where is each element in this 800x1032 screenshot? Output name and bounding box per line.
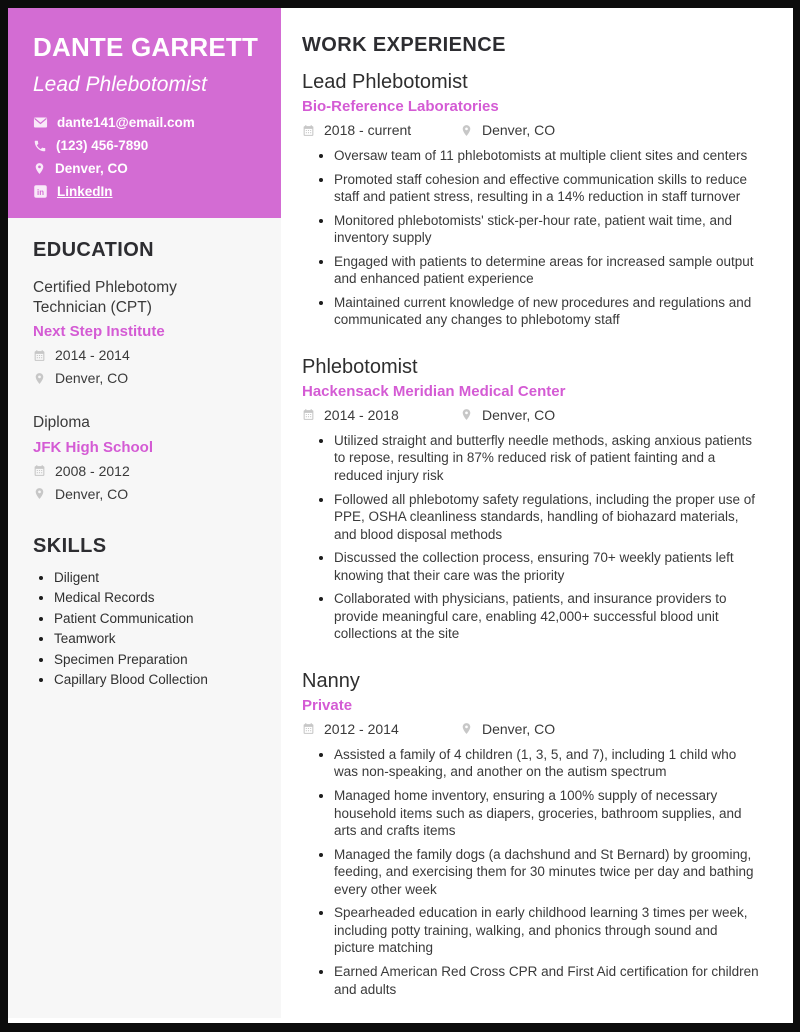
job-bullet: • Earned American Red Cross CPR and First Aid certification for children and adults bbox=[334, 963, 760, 998]
location-icon bbox=[33, 371, 46, 386]
education-location-row bbox=[33, 486, 261, 502]
education-heading: EDUCATION bbox=[33, 239, 155, 262]
job-bullet: • Spearheaded education in early childhood learning 3 times per week, including potty training, walking, and phonics through sound and picture matching bbox=[334, 904, 760, 957]
job-bullet: • Monitored phlebotomists' stick-per-hour rate, patient wait time, and inventory supply bbox=[334, 212, 760, 247]
skills-section bbox=[33, 535, 261, 688]
job-dates: 2018 - current bbox=[324, 122, 412, 138]
jobs-list bbox=[302, 70, 760, 998]
skill-item: • Specimen Preparation bbox=[54, 652, 261, 667]
job-entry bbox=[302, 70, 760, 329]
calendar-icon bbox=[302, 408, 315, 421]
contact-text: dante141@email.com bbox=[57, 115, 195, 131]
main-column bbox=[281, 8, 793, 1023]
candidate-name: DANTE GARRETT bbox=[33, 32, 259, 62]
calendar-icon bbox=[302, 124, 315, 137]
job-dates-group bbox=[302, 721, 460, 737]
job-bullet: • Maintained current knowledge of new procedures and regulations and communicated any changes to phlebotomy staff bbox=[334, 294, 760, 329]
job-title: Lead Phlebotomist bbox=[302, 71, 468, 93]
education-location: Denver, CO bbox=[55, 370, 129, 387]
job-dates: 2012 - 2014 bbox=[324, 720, 399, 737]
contact-row bbox=[33, 138, 263, 153]
skills-list bbox=[33, 570, 261, 688]
job-dates-group bbox=[302, 122, 460, 138]
job-title: Phlebotomist bbox=[302, 355, 418, 378]
job-location-group bbox=[460, 721, 555, 737]
skill-item: • Teamwork bbox=[54, 631, 261, 646]
location-icon bbox=[460, 123, 473, 138]
work-experience-heading: WORK EXPERIENCE bbox=[302, 34, 506, 56]
svg-text:in: in bbox=[37, 188, 44, 198]
location-icon bbox=[33, 161, 46, 176]
skills-heading: SKILLS bbox=[33, 534, 107, 557]
calendar-icon bbox=[33, 464, 46, 477]
job-location: Denver, CO bbox=[482, 720, 556, 737]
job-bullets bbox=[302, 147, 760, 329]
education-entry bbox=[33, 278, 261, 386]
job-entry bbox=[302, 669, 760, 998]
linkedin-link[interactable]: LinkedIn bbox=[57, 184, 113, 200]
degree-name: Certified Phlebotomy Technician (CPT) bbox=[33, 279, 177, 316]
job-location: Denver, CO bbox=[482, 122, 556, 138]
education-dates-row bbox=[33, 347, 261, 363]
job-meta-row bbox=[302, 407, 760, 423]
skill-item: • Patient Communication bbox=[54, 611, 261, 626]
company-name: Private bbox=[302, 696, 353, 714]
job-location: Denver, CO bbox=[482, 406, 556, 423]
linkedin-icon bbox=[33, 184, 48, 199]
contact-row bbox=[33, 184, 263, 199]
job-bullet: • Managed the family dogs (a dachshund and St Bernard) by grooming, feeding, and exercising them for 30 minutes twice per day and bathing every other week bbox=[334, 846, 760, 899]
job-dates-group bbox=[302, 407, 460, 423]
contact-row bbox=[33, 161, 263, 176]
education-location: Denver, CO bbox=[55, 485, 129, 502]
location-icon bbox=[460, 407, 473, 422]
job-bullet: • Oversaw team of 11 phlebotomists at multiple client sites and centers bbox=[334, 147, 760, 165]
job-title: Nanny bbox=[302, 669, 360, 692]
phone-icon bbox=[33, 139, 47, 153]
location-icon bbox=[33, 161, 46, 176]
calendar-icon bbox=[33, 349, 46, 362]
company-name: Bio-Reference Laboratories bbox=[302, 98, 499, 115]
location-icon bbox=[460, 721, 473, 736]
job-bullet: • Discussed the collection process, ensuring 70+ weekly patients left knowing that their care was the priority bbox=[334, 549, 760, 584]
location-icon bbox=[460, 721, 473, 736]
job-bullet: • Followed all phlebotomy safety regulations, including the proper use of PPE, OSHA cleanliness standards, handling of biohazard materials, and blood disposal methods bbox=[334, 491, 760, 544]
sidebar-body bbox=[8, 218, 281, 1018]
education-dates: 2014 - 2014 bbox=[55, 347, 130, 364]
location-icon bbox=[460, 123, 473, 138]
calendar-icon bbox=[302, 408, 315, 421]
degree-name: Diploma bbox=[33, 414, 90, 432]
calendar-icon bbox=[302, 124, 315, 137]
phone-icon bbox=[33, 139, 47, 153]
sidebar bbox=[8, 8, 281, 1023]
education-entries bbox=[33, 278, 261, 501]
job-bullet: • Promoted staff cohesion and effective communication skills to reduce staff and patient stress, resulting in a 14% reduction in staff turnover bbox=[334, 171, 760, 206]
email-icon bbox=[33, 115, 48, 130]
location-icon bbox=[460, 407, 473, 422]
contact-text: (123) 456-7890 bbox=[56, 138, 149, 154]
linkedin-icon bbox=[33, 184, 48, 199]
skill-item: • Diligent bbox=[54, 570, 261, 585]
education-location-row bbox=[33, 370, 261, 386]
calendar-icon bbox=[33, 349, 46, 362]
job-bullet: • Utilized straight and butterfly needle methods, asking anxious patients to repose, resulting in 87% reduced risk of patient fainting and a reduced injury risk bbox=[334, 432, 760, 485]
contact-list bbox=[33, 115, 263, 199]
contact-text: Denver, CO bbox=[55, 161, 128, 177]
calendar-icon bbox=[302, 722, 315, 735]
education-section bbox=[33, 239, 261, 501]
company-name: Hackensack Meridian Medical Center bbox=[302, 382, 566, 400]
job-bullet: • Managed home inventory, ensuring a 100% supply of necessary household items such as diapers, groceries, bathroom supplies, and arts and crafts items bbox=[334, 787, 760, 840]
job-location-group bbox=[460, 407, 555, 423]
location-icon bbox=[33, 371, 46, 386]
skill-item: • Capillary Blood Collection bbox=[54, 672, 261, 687]
profile-header bbox=[8, 8, 281, 218]
job-bullet: • Assisted a family of 4 children (1, 3, 5, and 7), including 1 child who was non-speaking, and another on the autism spectrum bbox=[334, 746, 760, 781]
job-bullet: • Engaged with patients to determine areas for increased sample output and enhanced patient experience bbox=[334, 253, 760, 288]
job-meta-row bbox=[302, 721, 760, 737]
calendar-icon bbox=[302, 722, 315, 735]
resume-page bbox=[8, 8, 793, 1023]
school-name: Next Step Institute bbox=[33, 323, 165, 341]
job-dates: 2014 - 2018 bbox=[324, 406, 399, 423]
education-dates-row bbox=[33, 463, 261, 479]
school-name: JFK High School bbox=[33, 438, 153, 456]
education-dates: 2008 - 2012 bbox=[55, 462, 130, 479]
contact-row bbox=[33, 115, 263, 130]
email-icon bbox=[33, 115, 48, 130]
job-bullets bbox=[302, 746, 760, 998]
candidate-job-title: Lead Phlebotomist bbox=[33, 73, 207, 97]
skill-item: • Medical Records bbox=[54, 590, 261, 605]
calendar-icon bbox=[33, 464, 46, 477]
location-icon bbox=[33, 486, 46, 501]
job-bullet: • Collaborated with physicians, patients, and insurance providers to provide meaningful care, enabling 42,000+ successful blood unit collections at the site bbox=[334, 590, 760, 643]
job-meta-row bbox=[302, 122, 760, 138]
job-bullets bbox=[302, 432, 760, 643]
location-icon bbox=[33, 486, 46, 501]
job-entry bbox=[302, 355, 760, 643]
education-entry bbox=[33, 413, 261, 501]
job-location-group bbox=[460, 122, 555, 138]
